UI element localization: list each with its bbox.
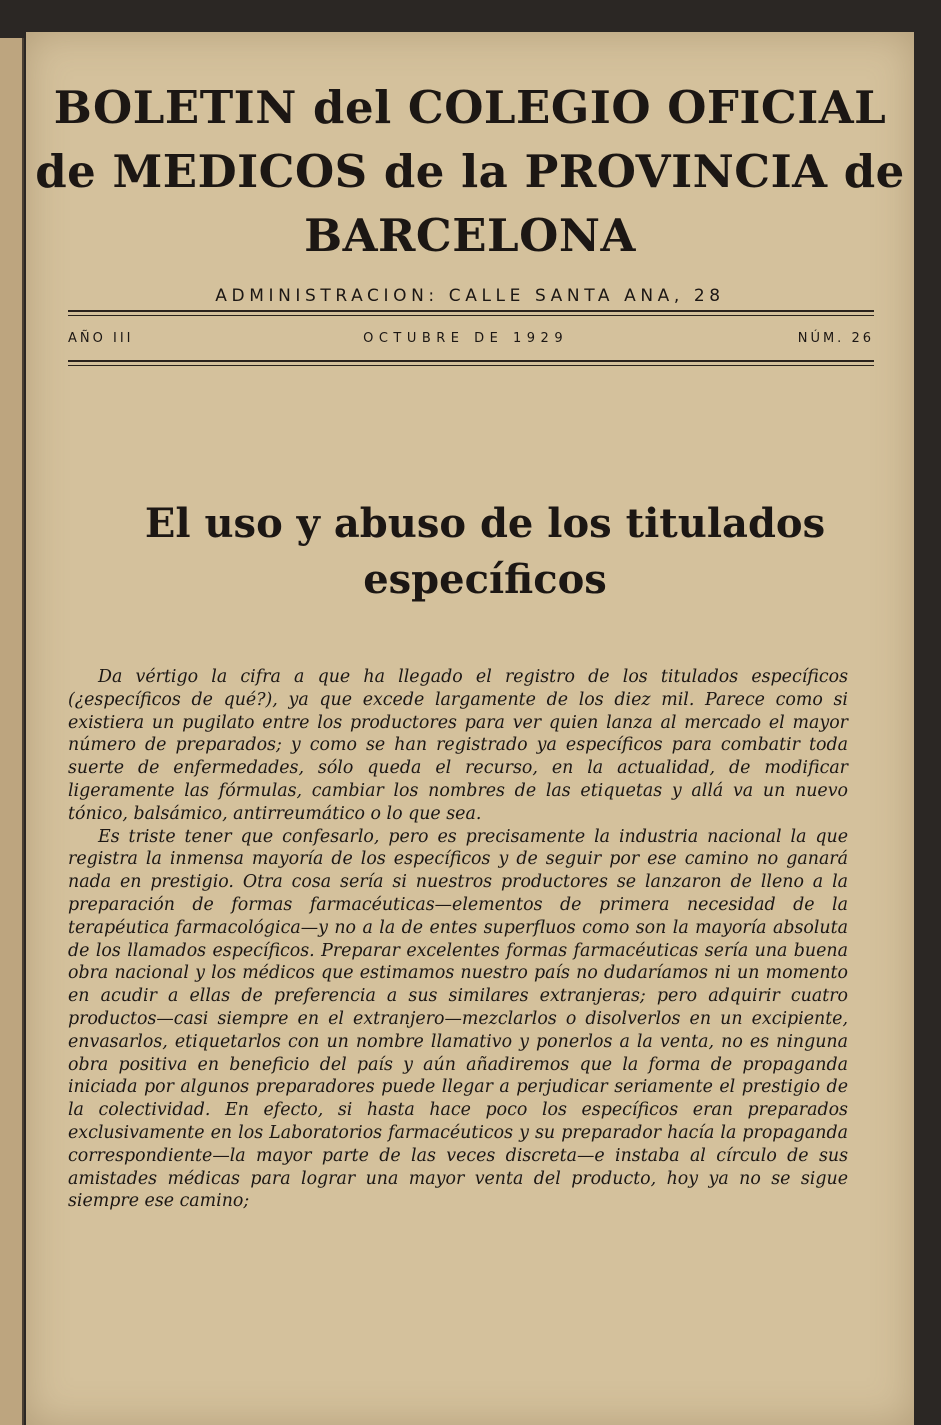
masthead [26,32,914,310]
issue-year: AÑO III [68,330,134,346]
article-title [26,366,914,608]
article-paragraph-1: Da vértigo la cifra a que ha llegado el registro de los titulados específicos (¿específicos de qué?), ya que excede largamente de los diez mil. Parece como si existiera un pugilato entre los productores para ver quien lanza al mercado el mayor número de preparados; y como se han registrado ya específicos para combatir toda suerte de enfermedades, sólo queda el recurso, en la actualidad, de modificar ligeramente las fórmulas, cambiar los nombres de las etiquetas y allá va un nuevo tónico, balsámico, antirreumático o lo que sea. [68,667,848,824]
article-title-line-2: específicos [363,556,607,603]
previous-page-edge [0,38,24,1425]
issue-info-bar [68,316,874,360]
journal-title-line-2: de MEDICOS de la PROVINCIA de [35,145,905,198]
administration-address: ADMINISTRACION: CALLE SANTA ANA, 28 [215,286,725,306]
article-body [68,608,848,1213]
issue-number: NÚM. 26 [797,330,874,346]
issue-date: OCTUBRE DE 1929 [363,330,569,346]
article-paragraph-2: Es triste tener que confesarlo, pero es precisamente la industria nacional la que registra la inmensa mayoría de los específicos y de seguir por ese camino no ganará nada en prestigio. Otra cosa sería si nuestros productores se lanzaron de lleno a la preparación de formas farmacéuticas—elementos de primera necesidad de la terapéutica farmacológica—y no a la de entes superfluos como son la mayoría absoluta de los llamados específicos. Preparar excelentes formas farmacéuticas sería una buena obra nacional y los médicos que estimamos nuestro país no dudaríamos ni un momento en acudir a ellas de preferencia a sus similares extranjeras; pero adquirir cuatro productos—casi siempre en el extranjero—mezclarlos o disolverlos en un excipiente, envasarlos, etiquetarlos con un nombre llamativo y ponerlos a la venta, no es ninguna obra positiva en beneficio del país y aún añadiremos que la forma de propaganda iniciada por algunos preparadores puede llegar a perjudicar seriamente el prestigio de la colectividad. En efecto, si hasta hace poco los específicos eran preparados exclusivamente en los Laboratorios farmacéuticos y su preparador hacía la propaganda correspondiente—la mayor parte de las veces discreta—e instaba al círculo de sus amistades médicas para lograr una mayor venta del producto, hoy ya no se sigue siempre ese camino; [68,826,848,1212]
journal-title-line-1: BOLETIN del COLEGIO OFICIAL [53,81,887,134]
journal-title-line-3: BARCELONA [304,209,636,262]
journal-page [26,32,914,1425]
article-title-line-1: El uso y abuso de los titulados [144,500,826,547]
